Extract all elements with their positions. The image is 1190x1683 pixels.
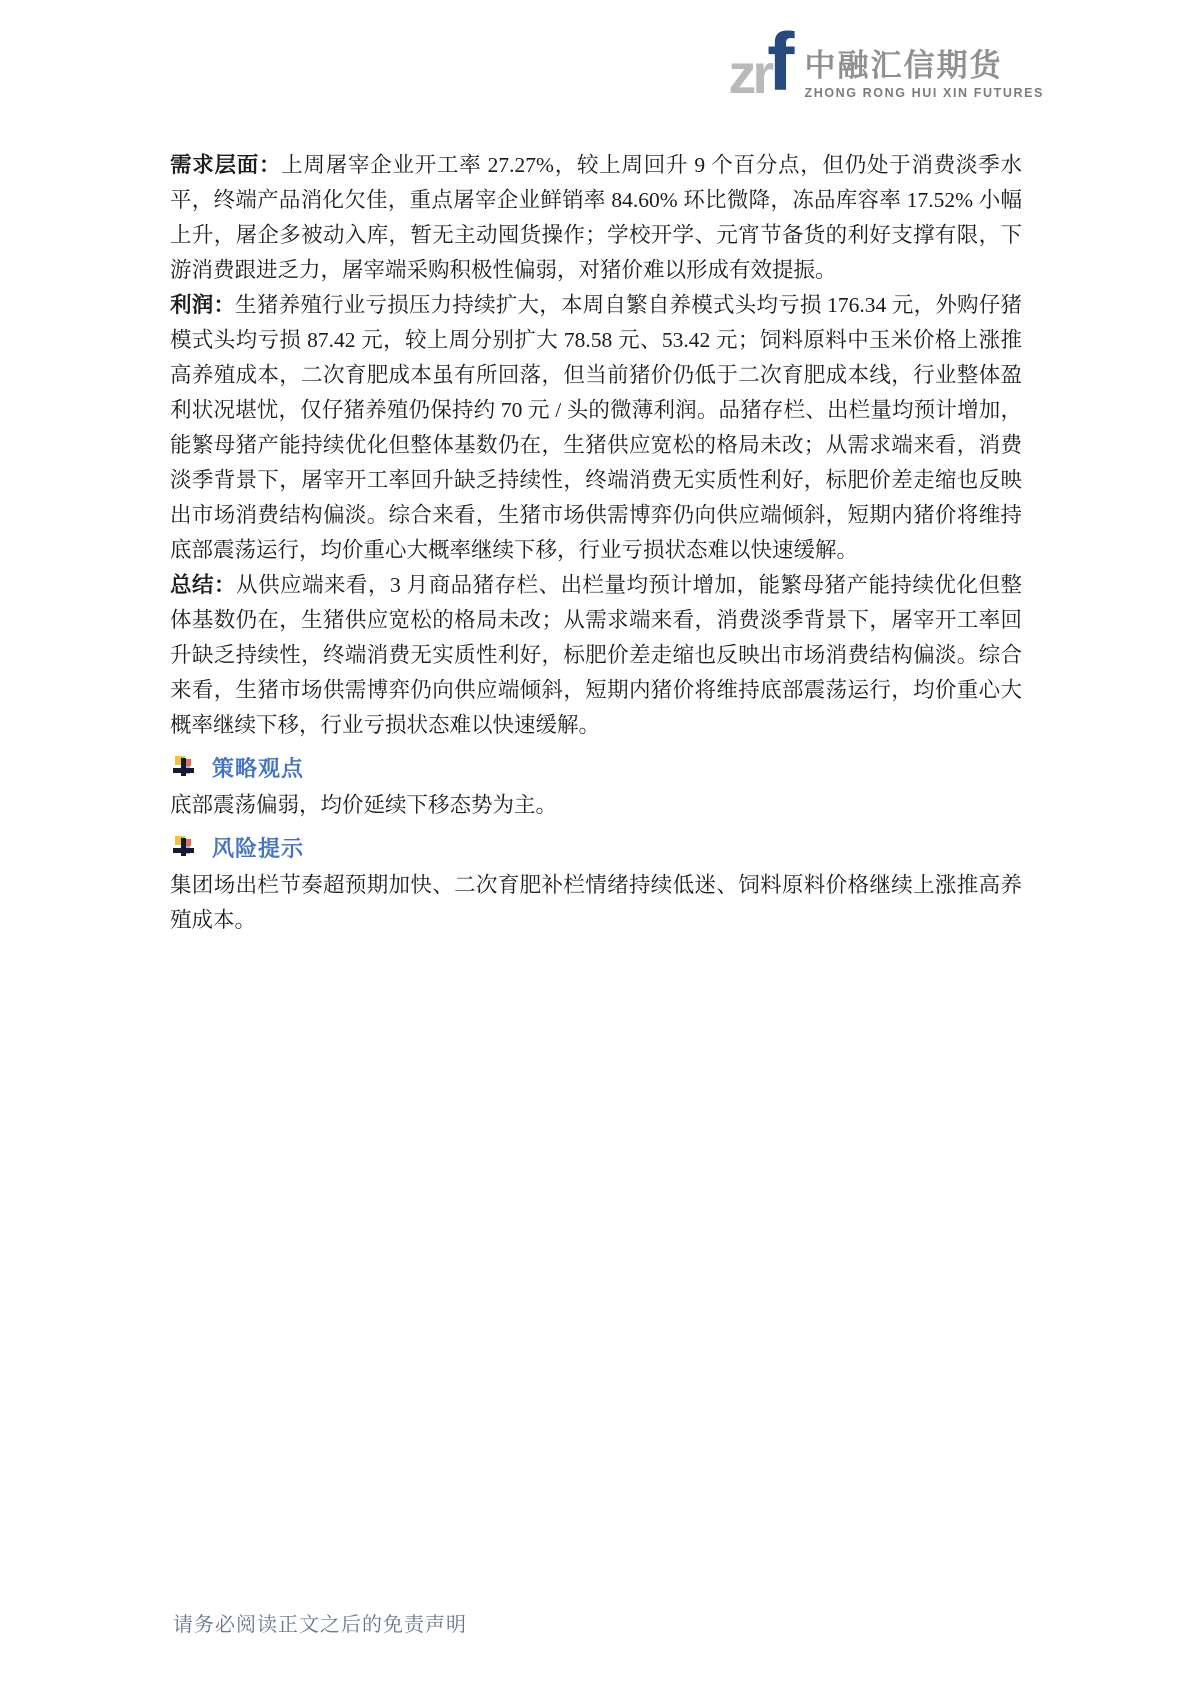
paragraph-demand-label: 需求层面：	[170, 153, 282, 177]
paragraph-summary	[170, 568, 1022, 743]
section-header-risk	[170, 829, 1022, 865]
footer-disclaimer: 请务必阅读正文之后的免责声明	[173, 1614, 467, 1636]
company-logo	[728, 17, 1044, 108]
report-body	[170, 148, 1022, 938]
paragraph-profit-label: 利润：	[170, 293, 236, 317]
paragraph-demand-text: 上周屠宰企业开工率 27.27%，较上周回升 9 个百分点，但仍处于消费淡季水平，终端产品消化欠佳，重点屠宰企业鲜销率 84.60% 环比微降，冻品库容率 17.52% 小幅上升，屠企多被动入库，暂无主动囤货操作；学校开学、元宵节备货的利好支撑有限，下游消费跟进乏力，屠宰端采购积极性偏弱，对猪价难以形成有效提振。	[170, 153, 1022, 282]
list-bullet-icon	[172, 755, 196, 779]
list-bullet-icon	[172, 835, 196, 859]
section-body-risk: 集团场出栏节奏超预期加快、二次育肥补栏情绪持续低迷、饲料原料价格继续上涨推高养殖成本。	[170, 873, 1022, 932]
paragraph-demand	[170, 148, 1022, 288]
section-header-strategy	[170, 749, 1022, 785]
paragraph-summary-label: 总结：	[170, 573, 236, 597]
logo-f-letter: f	[767, 17, 795, 108]
section-title-strategy: 策略观点	[212, 755, 305, 781]
paragraph-profit-text: 生猪养殖行业亏损压力持续扩大，本周自繁自养模式头均亏损 176.34 元，外购仔猪模式头均亏损 87.42 元，较上周分别扩大 78.58 元、53.42 元；饲料原料中玉米价格上涨推高养殖成本，二次育肥成本虽有所回落，但当前猪价仍低于二次育肥成本线，行业整体盈利状况堪忧，仅仔猪养殖仍保持约 70 元 / 头的微薄利润。品猪存栏、出栏量均预计增加，能繁母猪产能持续优化但整体基数仍在，生猪供应宽松的格局未改；从需求端来看，消费淡季背景下，屠宰开工率回升缺乏持续性，终端消费无实质性利好，标肥价差走缩也反映出市场消费结构偏淡。综合来看，生猪市场供需博弈仍向供应端倾斜，短期内猪价将维持底部震荡运行，均价重心大概率继续下移，行业亏损状态难以快速缓解。	[170, 293, 1022, 562]
logo-text-block	[804, 49, 1044, 104]
paragraph-summary-text: 从供应端来看，3 月商品猪存栏、出栏量均预计增加，能繁母猪产能持续优化但整体基数仍在，生猪供应宽松的格局未改；从需求端来看，消费淡季背景下，屠宰开工率回升缺乏持续性，终端消费无实质性利好，标肥价差走缩也反映出市场消费结构偏淡。综合来看，生猪市场供需博弈仍向供应端倾斜，短期内猪价将维持底部震荡运行，均价重心大概率继续下移，行业亏损状态难以快速缓解。	[170, 573, 1022, 737]
company-name-cn: 中融汇信期货	[804, 47, 1003, 83]
section-title-risk: 风险提示	[212, 835, 305, 861]
logo-zrf-mark-icon	[728, 17, 795, 108]
logo-zr-letters: zr	[728, 42, 771, 105]
company-name-en: ZHONG RONG HUI XIN FUTURES	[804, 86, 1044, 100]
section-body-strategy: 底部震荡偏弱，均价延续下移态势为主。	[170, 793, 558, 817]
paragraph-profit	[170, 288, 1022, 568]
